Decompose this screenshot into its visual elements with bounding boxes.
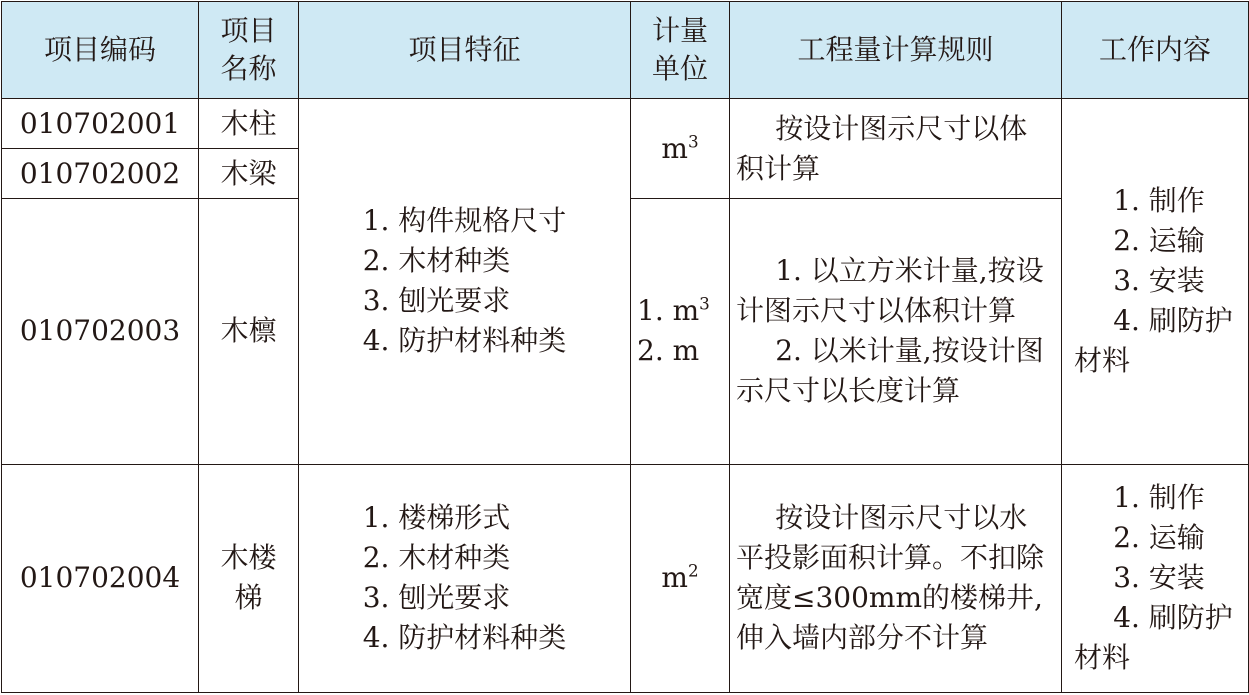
table-row (2, 464, 1249, 692)
header-unit-text: 计量 单位 (651, 14, 708, 85)
header-work: 工作内容 (1062, 2, 1249, 99)
bill-of-quantities-table (1, 1, 1249, 693)
cell-work (1062, 464, 1249, 692)
work-item: 4. 刷防护材料 (1074, 304, 1233, 378)
features-list (363, 498, 567, 658)
cell-features (299, 99, 631, 465)
feature-item: 1. 楼梯形式 (362, 501, 511, 535)
header-row (2, 2, 1249, 99)
cell-work (1062, 99, 1249, 465)
work-item: 1. 制作 (1113, 481, 1205, 515)
unit-exponent: 3 (687, 131, 699, 152)
work-item: 2. 运输 (1113, 521, 1205, 555)
cell-rule: 按设计图示尺寸以体积计算 (730, 99, 1062, 199)
unit-exponent: 2 (687, 560, 699, 581)
cell-rule: 按设计图示尺寸以水平投影面积计算。不扣除宽度≤300mm的楼梯井,伸入墙内部分不计算 (730, 464, 1062, 692)
work-item: 4. 刷防护材料 (1074, 601, 1233, 675)
cell-unit (631, 99, 730, 199)
header-name-text: 项目 名称 (220, 14, 277, 85)
work-item: 3. 安装 (1113, 561, 1205, 595)
rule-item: 2. 以米计量,按设计图示尺寸以长度计算 (736, 334, 1044, 408)
cell-rule (730, 199, 1062, 464)
cell-name: 木檩 (199, 199, 299, 464)
cell-name: 木楼 梯 (199, 464, 299, 692)
unit-base: m (661, 561, 688, 595)
cell-unit (631, 199, 730, 464)
header-unit (631, 2, 730, 99)
unit-base: m (661, 131, 688, 165)
header-features: 项目特征 (299, 2, 631, 99)
header-code: 项目编码 (2, 2, 199, 99)
feature-item: 1. 构件规格尺寸 (362, 204, 567, 238)
cell-name: 木柱 (199, 99, 299, 149)
header-rule: 工程量计算规则 (730, 2, 1062, 99)
cell-unit (631, 464, 730, 692)
table-row (2, 99, 1249, 149)
cell-code: 010702002 (2, 149, 199, 199)
unit-line: 2. m (637, 334, 700, 368)
features-list (363, 201, 567, 361)
feature-item: 4. 防护材料种类 (362, 324, 567, 358)
work-list: 1. 制作 (1113, 184, 1205, 218)
work-item: 2. 运输 (1113, 224, 1205, 258)
cell-code: 010702001 (2, 99, 199, 149)
feature-item: 2. 木材种类 (362, 244, 511, 278)
feature-item: 2. 木材种类 (362, 541, 511, 575)
rule-item: 1. 以立方米计量,按设计图示尺寸以体积计算 (736, 254, 1044, 328)
cell-features (299, 464, 631, 692)
header-name (199, 2, 299, 99)
cell-code: 010702004 (2, 464, 199, 692)
work-item: 3. 安装 (1113, 264, 1205, 298)
cell-code: 010702003 (2, 199, 199, 464)
cell-name: 木梁 (199, 149, 299, 199)
feature-item: 4. 防护材料种类 (362, 621, 567, 655)
feature-item: 3. 刨光要求 (362, 284, 511, 318)
unit-line: 1. $m^3$ (637, 294, 710, 328)
feature-item: 3. 刨光要求 (362, 581, 511, 615)
